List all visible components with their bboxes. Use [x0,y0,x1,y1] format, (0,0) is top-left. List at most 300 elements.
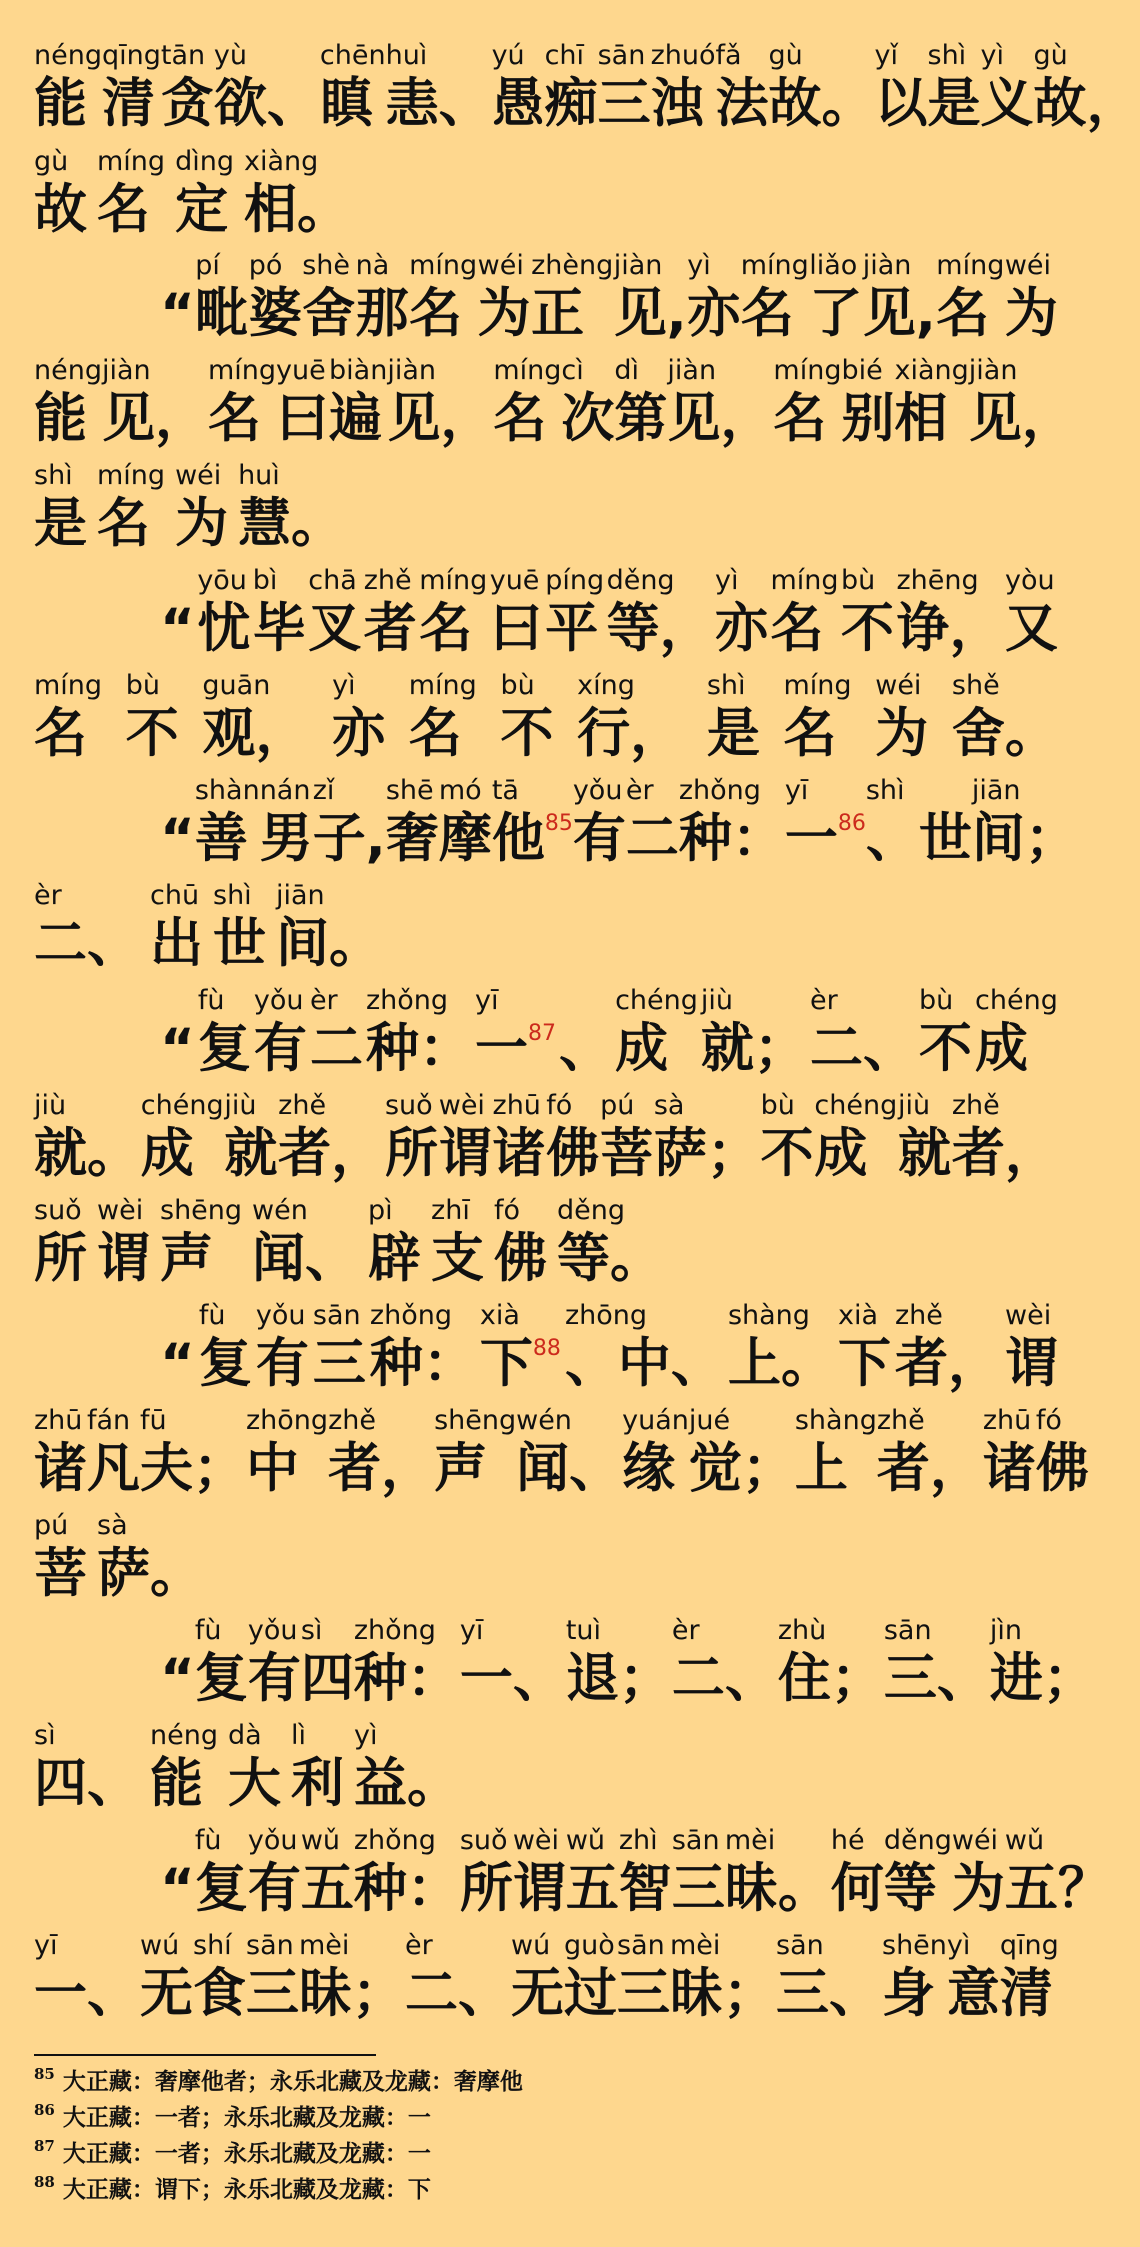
hanzi [409,702,462,766]
hanzi [386,807,439,871]
hanzi-text: 二、 [809,1018,916,1079]
hanzi-text: 一 [784,808,838,869]
hanzi-text: 复 [194,1858,248,1919]
ruby-token [897,565,1003,661]
hanzi-text: 觉； [688,1438,795,1499]
hanzi-text: 三 [246,1963,299,2024]
ruby-token [276,880,382,976]
pinyin: dà [227,1720,262,1751]
hanzi-text: 者， [876,1438,983,1499]
ruby-token [34,670,102,766]
hanzi [102,387,208,451]
pinyin: èr [34,880,62,911]
hanzi [672,1647,778,1711]
pinyin: pì [368,1195,393,1226]
pinyin: wú [511,1930,551,1961]
footnote-marker[interactable]: 88 [532,1336,561,1361]
hanzi [545,597,598,661]
pinyin: xià [837,1300,878,1331]
pinyin: fù [194,1825,222,1856]
ruby-token [354,1720,460,1816]
hanzi [947,1962,1000,2026]
pinyin: yǐ [874,40,898,71]
hanzi-text: 见， [387,388,494,449]
pinyin: lì [290,1720,306,1751]
ruby-token [370,1300,476,1396]
hanzi [615,1017,668,1081]
pinyin: suǒ [34,1195,82,1226]
ruby-token [253,565,306,661]
hanzi-text: 名 [740,283,794,344]
text-line [0,1405,1089,1501]
pinyin: bì [252,565,278,596]
hanzi-text: 种： [369,1333,476,1394]
hanzi [559,1017,612,1081]
ruby-token [761,1090,814,1186]
ruby-token [193,1930,246,2026]
hanzi-text: 了 [809,283,863,344]
hanzi-text: 、世 [865,808,972,869]
hanzi [354,1752,460,1816]
pinyin: děng [883,1825,952,1856]
pinyin: jiù [34,1090,67,1121]
hanzi-text: 者， [894,1333,1001,1394]
hanzi [478,282,531,346]
pinyin: yī [475,985,499,1016]
hanzi [773,387,826,451]
ruby-token [301,1615,354,1711]
pinyin: guān [202,670,271,701]
hanzi [328,1437,434,1501]
hanzi [301,1647,354,1711]
pinyin: shì [927,40,967,71]
pinyin: fó [1035,1405,1062,1436]
ruby-token [511,1930,564,2026]
ruby-row [0,775,1078,871]
footnote-text: 大正藏：奢摩他者；永乐北藏及龙藏：奢摩他 [62,2068,523,2095]
ruby-token [513,1825,566,1921]
hanzi [34,1122,140,1186]
pinyin: wéi [175,460,222,491]
hanzi-text: 下 [479,1333,533,1394]
ruby-token [328,1405,434,1501]
hanzi [490,597,543,661]
pinyin: zhī [431,1195,470,1226]
ruby-token [566,1615,672,1711]
hanzi [614,387,667,451]
pinyin: wèi [97,1195,144,1226]
ruby-token [199,1300,252,1396]
pinyin: pú [34,1510,69,1541]
pinyin: míng [409,250,478,281]
hanzi-text: “ [160,1648,195,1709]
ruby-token [299,1930,405,2026]
hanzi [1005,1857,1111,1921]
hanzi [195,1647,248,1711]
hanzi [492,807,573,871]
hanzi-text: 相 [894,388,948,449]
ruby-token [769,40,875,136]
ruby-token [600,1090,653,1186]
hanzi-text: 种： [678,808,785,869]
pinyin: mèi [724,1825,776,1856]
hanzi-text: 见， [667,388,774,449]
hanzi-text: 不 [918,1018,972,1079]
pinyin: xíng [577,670,635,701]
hanzi-text: 是 [927,73,981,134]
pinyin: sān [597,40,646,71]
ruby-row [0,355,1075,451]
hanzi-text: 是 [34,493,87,554]
hanzi [689,1437,795,1501]
hanzi [160,597,195,661]
pinyin: fǎ [715,40,742,71]
ruby-token [494,1195,547,1291]
hanzi-text: 名 [783,703,837,764]
hanzi-text: 上 [794,1438,848,1499]
pinyin: míng [770,565,839,596]
ruby-token [141,1090,224,1186]
hanzi-text: 名 [493,388,547,449]
ruby-token [875,670,928,766]
ruby-token [654,1090,760,1186]
ruby-token [559,985,612,1081]
hanzi-text: 故， [1033,73,1140,134]
hanzi [34,1542,87,1606]
ruby-token [419,565,487,661]
hanzi-text: 不 [760,1123,814,1184]
pinyin: zhù [777,1615,827,1646]
hanzi [936,282,989,346]
hanzi-text: 次 [561,388,615,449]
ruby-row [0,1195,1058,1291]
hanzi-text: 无 [140,1963,193,2024]
hanzi-text: 诸 [492,1123,546,1184]
hanzi-text: 又 [1004,598,1058,659]
ruby-token [884,1615,990,1711]
ruby-token [810,985,916,1081]
hanzi [34,72,87,136]
pinyin: jìn [989,1615,1022,1646]
pinyin: xiàng [894,355,969,386]
hanzi [150,912,203,976]
hanzi [256,1332,309,1396]
footnote [34,2099,431,2132]
hanzi [87,1437,140,1501]
pinyin: néng [34,40,102,71]
ruby-token [160,1825,195,1921]
hanzi [313,807,386,871]
hanzi-text: 下 [837,1333,891,1394]
text-line [0,40,1140,136]
hanzi [160,282,195,346]
text-line [0,1510,1080,1606]
hanzi [687,282,740,346]
ruby-token [492,775,573,871]
hanzi [150,1752,203,1816]
pinyin: gù [1033,40,1068,71]
hanzi-text: 男 [259,808,313,869]
hanzi-text: 名 [34,703,87,764]
hanzi-text: 就。 [34,1123,140,1184]
ruby-token [884,1825,952,1921]
hanzi-text: 行， [577,703,684,764]
ruby-token [246,1930,299,2026]
hanzi [761,1122,814,1186]
pinyin: wén [516,1405,572,1436]
text-line [0,250,1080,346]
text-line [0,1930,1080,2026]
hanzi-text: 见, [613,283,687,344]
hanzi-text: 成 [140,1123,194,1184]
hanzi [301,1857,354,1921]
pinyin: zhū [492,1090,541,1121]
hanzi-text: 谓 [97,1228,150,1289]
ruby-token [313,775,386,871]
footnote-marker[interactable]: 85 [544,811,573,836]
ruby-token [354,1825,460,1921]
hanzi [990,1647,1096,1711]
hanzi [672,1857,725,1921]
hanzi-text: 不 [841,598,895,659]
hanzi-text: 佛 [494,1228,548,1289]
ruby-token [198,985,251,1081]
hanzi [34,1437,87,1501]
ruby-token [679,775,785,871]
hanzi-text: 就 [224,1123,278,1184]
hanzi [364,597,417,661]
pinyin: zhū [34,1405,83,1436]
ruby-token [409,670,477,766]
hanzi-text: 三、 [776,1963,882,2024]
pinyin: míng [97,460,166,491]
hanzi-text: 三 [671,1858,725,1919]
hanzi-text: 为 [175,493,229,554]
pinyin: liǎo [809,250,858,281]
hanzi [197,597,250,661]
ruby-token [34,880,140,976]
ruby-token [34,1195,87,1291]
ruby-token [617,1930,670,2026]
hanzi [983,1437,1036,1501]
pinyin: bù [760,1090,795,1121]
pinyin: yǒu [255,1300,306,1331]
hanzi [160,1227,213,1291]
pinyin: guò [564,1930,615,1961]
pinyin: míng [408,670,477,701]
pinyin: chéng [140,1090,224,1121]
text-line [0,565,1080,661]
ruby-token [784,670,852,766]
ruby-token [672,1615,778,1711]
hanzi [214,72,320,136]
hanzi [516,1437,622,1501]
ruby-token [1034,40,1140,136]
hanzi-text: 三 [312,1333,366,1394]
footnote-marker[interactable]: 86 [837,811,866,836]
pinyin: chī [544,40,585,71]
ruby-token [670,1930,776,2026]
hanzi-text: 名 [207,388,261,449]
hanzi-text: 身 [882,1963,935,2024]
ruby-token [877,1405,983,1501]
ruby-token [256,1300,309,1396]
pinyin: shēng [160,1195,243,1226]
ruby-token [140,1930,193,2026]
ruby-token [490,565,543,661]
pinyin: jué [688,1405,731,1436]
hanzi-text: 退； [565,1648,672,1709]
ruby-token [1005,1300,1058,1396]
hanzi [160,1647,195,1711]
ruby-row [0,40,1140,136]
hanzi [34,1752,140,1816]
pinyin: bù [918,985,954,1016]
hanzi [511,1962,564,2026]
footnote-text: 大正藏：一者；永乐北藏及龙藏：一 [62,2140,431,2167]
hanzi [278,1122,384,1186]
hanzi-text: 名 [97,179,150,240]
hanzi [431,1227,484,1291]
hanzi [299,1962,405,2026]
hanzi-text: 名 [773,388,827,449]
hanzi-text: 四 [300,1648,354,1709]
pinyin: yì [353,1720,378,1751]
hanzi-text: 名 [936,283,990,344]
pinyin: zhǒng [369,1300,452,1331]
ruby-token [246,1405,328,1501]
ruby-token [313,1300,366,1396]
hanzi [500,702,553,766]
ruby-token [531,250,613,346]
hanzi-text: 食 [193,1963,246,2024]
hanzi-text: 二、 [405,1963,511,2024]
hanzi [607,597,713,661]
footnote-marker[interactable]: 87 [528,1021,556,1046]
hanzi [564,1962,617,2026]
hanzi [308,597,361,661]
ruby-token [386,775,439,871]
hanzi [875,72,928,136]
hanzi [97,178,150,242]
hanzi [34,178,87,242]
pinyin: pí [195,250,220,281]
pinyin: xià [479,1300,520,1331]
pinyin: dìng [175,146,234,177]
ruby-token [252,1195,358,1291]
ruby-token [34,1405,87,1501]
ruby-token [809,250,862,346]
ruby-token [778,1615,884,1711]
pinyin: yī [459,1615,484,1646]
ruby-token [34,1090,140,1186]
pinyin: shì [34,460,73,491]
hanzi-text: 摩 [438,808,492,869]
pinyin: nà [355,250,390,281]
text-line [0,460,1080,556]
hanzi-text: 成 [975,1018,1029,1079]
hanzi-text: 辟 [368,1228,422,1289]
hanzi-text: 所 [459,1858,513,1919]
ruby-token [213,880,266,976]
ruby-token [651,40,716,136]
footnote-number: 85 [34,2065,55,2083]
ruby-token [928,40,981,136]
hanzi [248,1857,301,1921]
hanzi [545,72,598,136]
ruby-row [0,1720,1058,1816]
hanzi-text: 见， [101,388,208,449]
ruby-token [545,40,598,136]
hanzi-text: 声 [160,1228,213,1289]
hanzi-text: 是 [706,703,760,764]
pinyin: èr [309,985,338,1016]
footnote-number: 87 [34,2137,55,2155]
hanzi-text: 名 [770,598,824,659]
hanzi-text: 成 [615,1018,669,1079]
ruby-token [320,40,386,136]
pinyin: zhě [363,565,412,596]
hanzi-text: 等， [606,598,713,659]
hanzi-text: “ [160,283,195,344]
pinyin: tān [160,40,206,71]
hanzi [97,1542,203,1606]
hanzi [195,807,248,871]
pinyin: míng [419,565,488,596]
ruby-row [0,1825,1111,1921]
hanzi-text: 凡 [87,1438,140,1499]
hanzi [784,702,837,766]
hanzi-text: 间； [971,808,1078,869]
ruby-token [841,565,894,661]
ruby-token [34,1510,87,1606]
pinyin: wèi [438,1090,485,1121]
pinyin: fó [546,1090,573,1121]
hanzi-text: “ [160,1858,195,1919]
pinyin: shē [385,775,434,806]
ruby-token [126,670,179,766]
hanzi [175,178,228,242]
hanzi-text: 昧。 [724,1858,831,1919]
hanzi-text: 复 [194,1648,248,1709]
hanzi-text: 昧； [670,1963,776,2024]
hanzi [670,1962,776,2026]
ruby-token [771,565,839,661]
hanzi [252,1227,358,1291]
hanzi-text: 一 [475,1018,528,1079]
pinyin: wéi [1004,250,1052,281]
hanzi-text: 定 [175,179,229,240]
hanzi [838,1332,891,1396]
ruby-token [863,250,936,346]
hanzi-text: 大 [227,1753,281,1814]
pinyin: huì [238,460,280,491]
hanzi-text: 浊 [650,73,704,134]
ruby-row [0,880,1058,976]
pinyin: wéi [477,250,524,281]
ruby-token [102,355,208,451]
hanzi [546,1122,599,1186]
ruby-token [160,1615,195,1711]
hanzi [494,1227,547,1291]
ruby-token [439,1090,492,1186]
hanzi-text: 叉 [308,598,362,659]
hanzi-text: 能 [34,388,87,449]
pinyin: bù [500,670,535,701]
hanzi-text: 为 [875,703,929,764]
text-line [0,355,1080,451]
hanzi [34,492,87,556]
